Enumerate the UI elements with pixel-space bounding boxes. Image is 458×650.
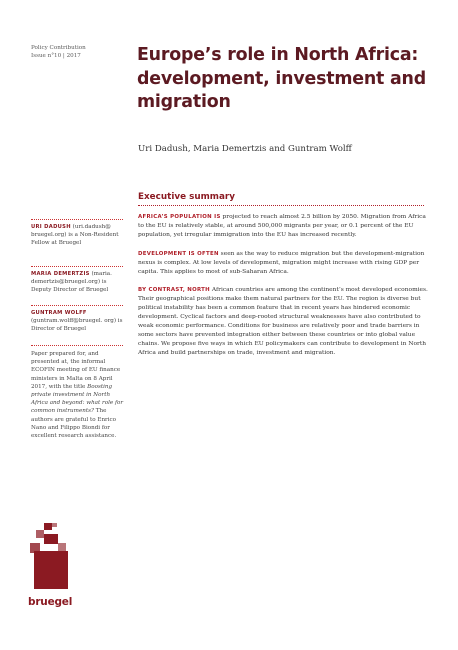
summary-divider xyxy=(138,205,424,206)
author-bio-1 xyxy=(31,223,127,248)
paper-note xyxy=(31,350,127,440)
authors-line: Uri Dadush, Maria Demertzis and Guntram Wolff xyxy=(138,144,352,154)
paragraph-text: seen as the way to reduce migration but the development-migration nexus is complex. At low levels of development, migration might increase with rising GDP per capita. This applies to most of sub-Saharan Africa. xyxy=(138,251,425,276)
note-text: Paper prepared for, and presented at, the informal ECOFIN meeting of EU finance ministers in Malta on 8 April 2017, with the title xyxy=(31,351,121,390)
summary-paragraph-3 xyxy=(138,286,430,358)
summary-heading: Executive summary xyxy=(138,192,235,202)
author-name: GUNTRAM WOLFF xyxy=(31,310,87,316)
author-bio-2 xyxy=(31,270,127,295)
author-bio-text: (uri.dadush@ bruegel.org) is a Non-Resident Fellow at Bruegel xyxy=(31,224,119,247)
author-bio-text: (guntram.wolff@bruegel. org) is Director of Bruegel xyxy=(31,318,123,333)
sidebar-divider xyxy=(31,305,123,306)
paragraph-lead: AFRICA’S POPULATION IS xyxy=(138,214,221,220)
paragraph-text: African countries are among the continent’s most developed economies. Their geographical positions make them natural partners for the EU. The region is diverse but political instability has been a common feature that in recent years has hindered economic development. Cyclical factors and deep-rooted structural weaknesses have also contributed to weak economic performance. Conditions for business are relatively poor and trade barriers in some sectors have prevented integration either between these countries or into global value chains. We propose five ways in which EU policymakers can contribute to development in North Africa and build partnerships on trade, investment and migration. xyxy=(138,287,428,357)
sidebar-divider xyxy=(31,345,123,346)
sidebar-divider xyxy=(31,219,123,220)
sidebar-divider xyxy=(31,266,123,267)
logo-wordmark: bruegel xyxy=(28,596,73,608)
author-bio-3 xyxy=(31,309,127,334)
page-title: Europe’s role in North Africa: development, investment and migration xyxy=(137,45,426,112)
note-text-end: The authors are grateful to Enrico Nano and Filippo Biondi for excellent research assistance. xyxy=(31,408,117,440)
author-bio-text: (maria. demertzis@bruegel.org) is Deputy Director of Bruegel xyxy=(31,271,112,294)
note-title: Boosting private investment in North Africa and beyond: what role for common instruments? xyxy=(31,383,124,415)
paragraph-lead: BY CONTRAST, NORTH xyxy=(138,287,210,293)
author-name: MARIA DEMERTZIS xyxy=(31,271,90,277)
paragraph-text: projected to reach almost 2.5 billion by 2050. Migration from Africa to the EU is relatively stable, at around 500,000 migrants per year, or 0.1 percent of the EU population, yet irregular immigration into the EU has increased recently. xyxy=(138,214,426,239)
bruegel-logo-mark xyxy=(30,523,74,603)
issue-number: Issue n°10 | 2017 xyxy=(31,53,81,60)
paragraph-lead: DEVELOPMENT IS OFTEN xyxy=(138,251,219,257)
series-name: Policy Contribution xyxy=(31,45,86,51)
author-name: URI DADUSH xyxy=(31,224,71,230)
summary-paragraph-1 xyxy=(138,213,430,240)
summary-paragraph-2 xyxy=(138,250,430,277)
series-info xyxy=(31,44,121,61)
